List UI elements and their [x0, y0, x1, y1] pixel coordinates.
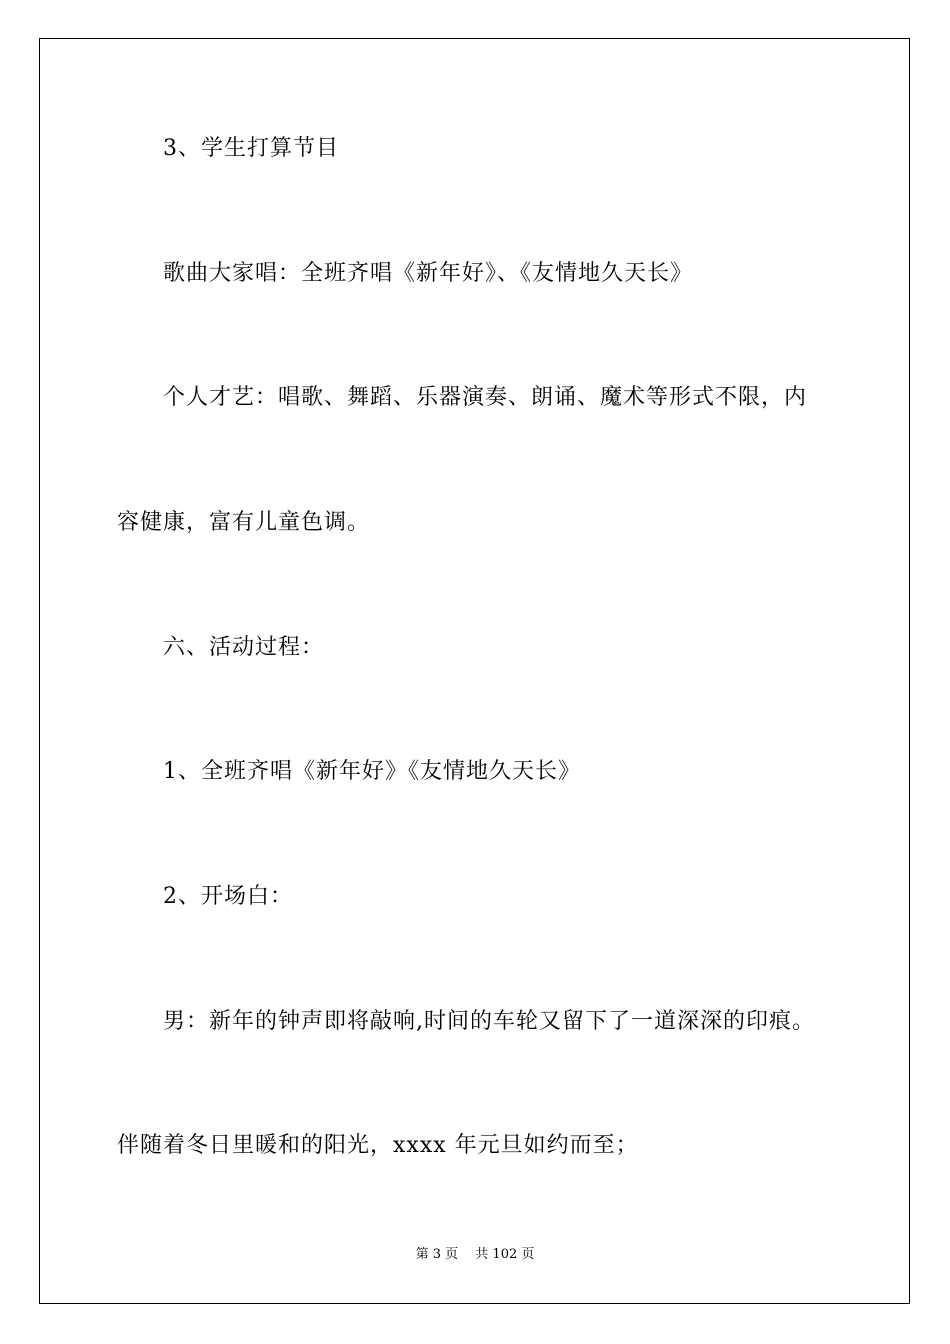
page-border	[39, 38, 910, 1304]
section-heading-process: 六、活动过程：	[163, 635, 325, 660]
paragraph-speech-line2: 伴随着冬日里暖和的阳光，xxxx 年元旦如约而至；	[117, 1133, 639, 1158]
paragraph-step-2: 2、开场白：	[163, 884, 293, 909]
paragraph-talent-line1: 个人才艺：唱歌、舞蹈、乐器演奏、朗诵、魔术等形式不限，内	[163, 385, 808, 410]
paragraph-program-prep: 3、学生打算节目	[163, 136, 339, 161]
paragraph-speech-line1: 男：新年的钟声即将敲响,时间的车轮又留下了一道深深的印痕。	[163, 1009, 815, 1034]
paragraph-step-1: 1、全班齐唱《新年好》《友情地久天长》	[163, 759, 581, 784]
paragraph-group-singing: 歌曲大家唱：全班齐唱《新年好》、《友情地久天长》	[163, 261, 694, 286]
page-number-footer: 第 3 页 共 102 页	[415, 1247, 535, 1262]
paragraph-talent-line2: 容健康，富有儿童色调。	[117, 510, 371, 535]
